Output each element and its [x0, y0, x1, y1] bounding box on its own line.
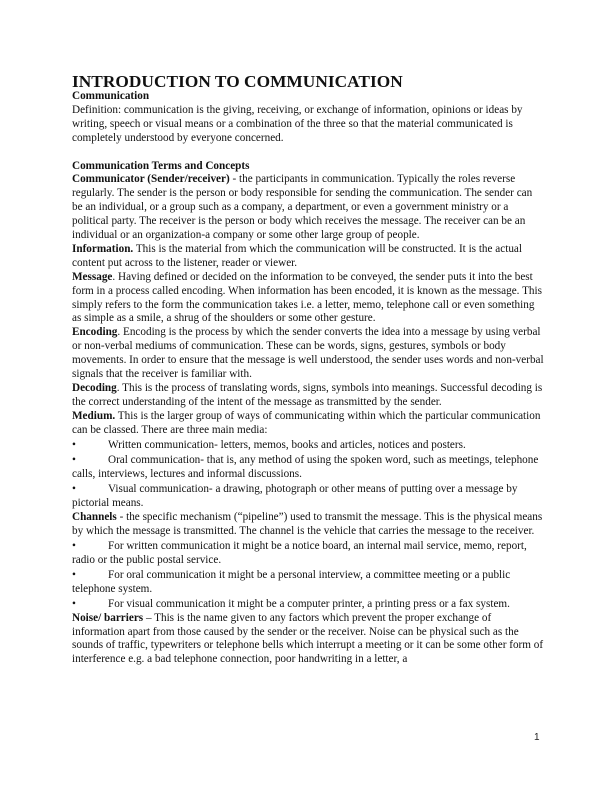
bullet-icon: •: [72, 539, 76, 552]
term-text: This is the larger group of ways of communicating within which the particular communication can be classed. There are three main media:: [72, 409, 541, 436]
term-text: - the specific mechanism (“pipeline”) used to transmit the message. This is the physical means by which the message is transmitted. The channel is the vehicle that carries the message to the receiver.: [72, 510, 543, 537]
bullet-icon: •: [72, 482, 76, 495]
list-item-medium-written: [72, 438, 544, 453]
term-noise: [72, 612, 544, 668]
term-text: - the participants in communication. Typically the roles reverse regularly. The sender is the person or body responsible for sending the communication. The sender can be an individual, or a group such as a company, a department, or even a government ministry or a political party. The receiver is the person or body which receives the message. The receiver can be an individual or an organization-a company or some other large group of people.: [72, 173, 533, 242]
definition-paragraph: Definition: communication is the giving, receiving, or exchange of information, opinions or ideas by writing, speech or visual means or a combination of the three so that the material communicated is completely understood by everyone concerned.: [72, 103, 523, 144]
page-number: 1: [534, 732, 540, 743]
term-channels: [72, 511, 544, 539]
bullet-icon: •: [72, 568, 76, 581]
bullet-text: Visual communication- a drawing, photograph or other means of putting over a message by pictorial means.: [72, 482, 518, 509]
term-label: Information.: [72, 242, 134, 255]
term-text: . This is the process of translating words, signs, symbols into meanings. Successful decoding is the correct understanding of the intent of the message as transmitted by the sender.: [72, 382, 543, 408]
bullet-icon: •: [72, 453, 76, 466]
term-label: Message: [72, 270, 113, 283]
bullet-text: For visual communication it might be a computer printer, a printing press or a fax system.: [108, 597, 510, 610]
page-content: [72, 73, 544, 667]
bullet-text: Written communication- letters, memos, books and articles, notices and posters.: [108, 438, 466, 451]
term-information: [72, 243, 544, 271]
term-text: . Encoding is the process by which the sender converts the idea into a message by using verbal or non-verbal mediums of communication. These can be words, signs, gestures, symbols or body movements. In order to ensure that the message is well understood, the sender uses words and non-verbal signals that the receiver is familiar with.: [72, 326, 544, 381]
term-label: Noise/ barriers: [72, 611, 144, 624]
term-label: Channels: [72, 510, 117, 523]
document-title: INTRODUCTION TO COMMUNICATION: [72, 72, 403, 91]
blank-line: [72, 146, 544, 160]
term-text: – This is the name given to any factors which prevent the proper exchange of information apart from those caused by the sender or the receiver. Noise can be physical such as the sounds of traffic, typewriters or telephone bells which interrupt a meeting or it can be some other form of interference e.g. a bad telephone connection, poor handwriting in a letter, a: [72, 611, 544, 666]
term-medium: [72, 410, 544, 438]
list-item-channel-visual: [72, 597, 544, 612]
bullet-text: For oral communication it might be a personal interview, a committee meeting or a public telephone system.: [72, 568, 511, 595]
bullet-text: For written communication it might be a notice board, an internal mail service, memo, report, radio or the public postal service.: [72, 539, 527, 566]
term-encoding: [72, 326, 544, 382]
bullet-icon: •: [72, 597, 76, 610]
list-item-channel-oral: [72, 568, 544, 597]
section-heading-terms: Communication Terms and Concepts: [72, 159, 250, 172]
bullet-text: Oral communication- that is, any method of using the spoken word, such as meetings, telephone calls, interviews, lectures and informal discussions.: [72, 453, 539, 480]
term-label: Communicator (Sender/receiver): [72, 173, 230, 186]
list-item-medium-visual: [72, 482, 544, 511]
list-item-channel-written: [72, 539, 544, 568]
term-text: This is the material from which the communication will be constructed. It is the actual content put across to the listener, reader or viewer.: [72, 242, 522, 269]
term-communicator: [72, 173, 544, 243]
term-decoding: [72, 382, 544, 410]
term-label: Medium.: [72, 409, 116, 422]
section-heading-communication: Communication: [72, 90, 150, 102]
list-item-medium-oral: [72, 453, 544, 482]
term-text: . Having defined or decided on the information to be conveyed, the sender puts it into the best form in a process called encoding. When information has been encoded, it is known as the message. This simply refers to the form the communication takes i.e. a letter, memo, telephone call or even something as simple as a smile, a shrug of the shoulders or some other gesture.: [72, 270, 542, 325]
term-message: [72, 271, 544, 327]
term-label: Encoding: [72, 326, 118, 339]
term-label: Decoding: [72, 382, 117, 395]
bullet-icon: •: [72, 438, 76, 451]
